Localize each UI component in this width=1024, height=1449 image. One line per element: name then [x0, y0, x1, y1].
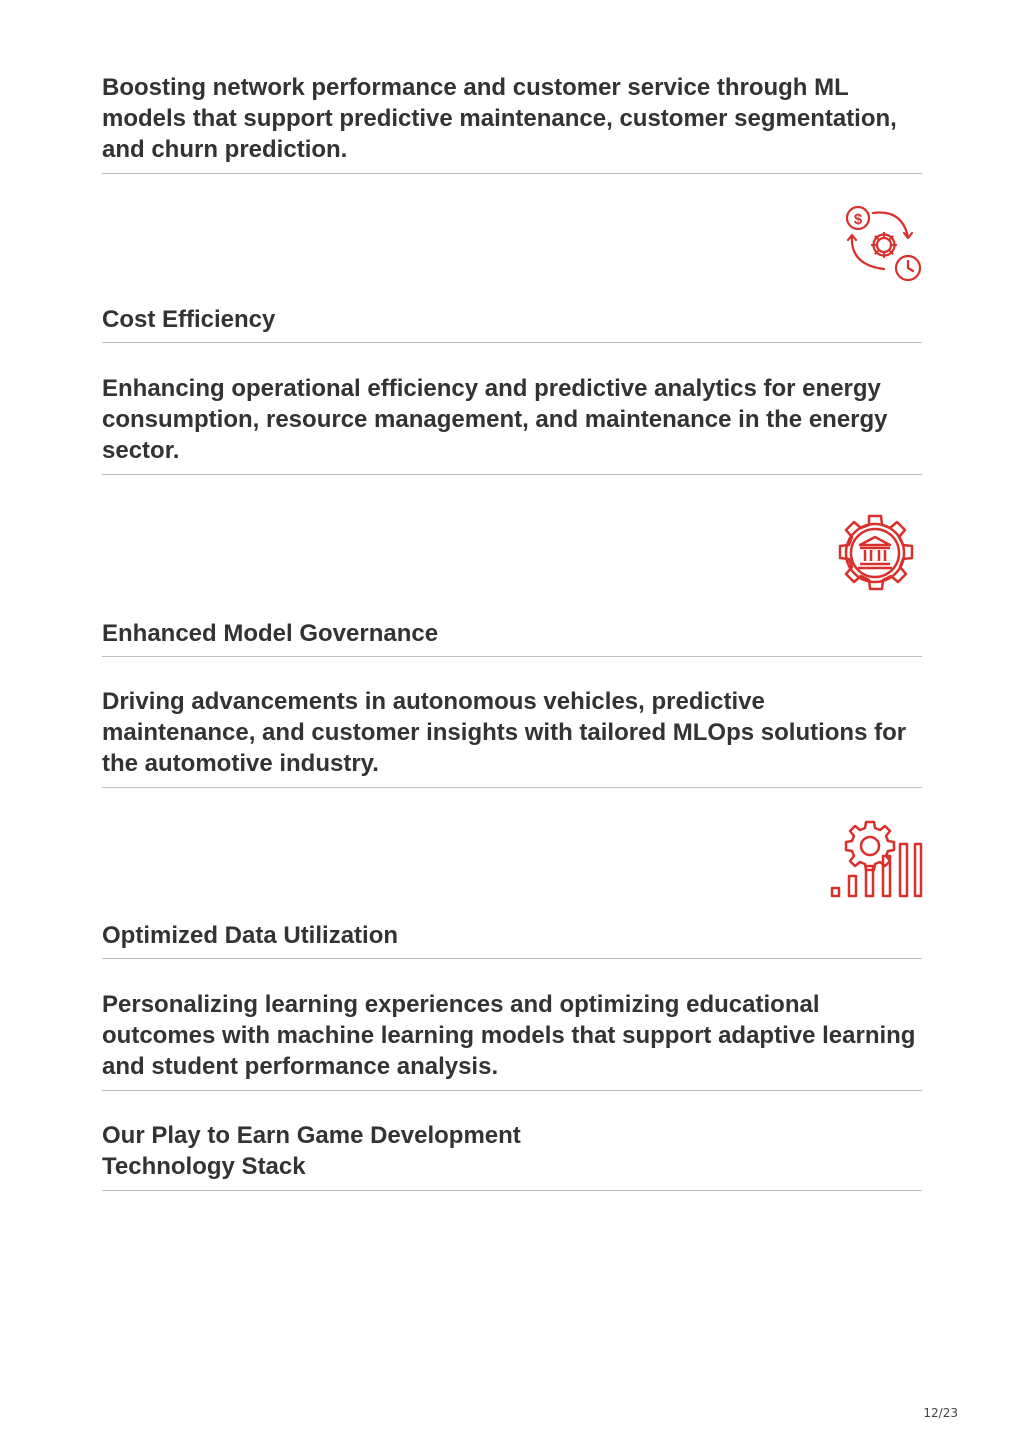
section-paragraph-energy: Enhancing operational efficiency and predictive analytics for energy consumption, resource management, and maintenance in the energy sector.	[102, 375, 888, 464]
intro-block	[102, 72, 922, 174]
section-title-model-governance: Enhanced Model Governance	[102, 620, 439, 647]
section-3-text-block	[102, 989, 922, 1091]
intro-paragraph: Boosting network performance and customer service through ML models that support predictive maintenance, customer segmentation, and churn prediction.	[102, 74, 897, 163]
section-1-text-block	[102, 373, 922, 475]
section-3-heading-block	[102, 920, 922, 959]
stack-title-line-2: Technology Stack	[102, 1153, 306, 1180]
data-utilization-icon	[828, 818, 924, 900]
svg-text:$: $	[853, 211, 863, 228]
section-title-cost-efficiency: Cost Efficiency	[102, 306, 276, 333]
section-paragraph-automotive: Driving advancements in autonomous vehicles, predictive maintenance, and customer insights with tailored MLOps solutions for the automotive industry.	[102, 688, 907, 777]
section-paragraph-education: Personalizing learning experiences and optimizing educational outcomes with machine learning models that support adaptive learning and student performance analysis.	[102, 991, 916, 1080]
governance-gear-icon	[829, 507, 921, 599]
section-2-heading-block	[102, 618, 922, 657]
stack-heading-block	[102, 1120, 922, 1191]
stack-title-line-1: Our Play to Earn Game Development	[102, 1122, 521, 1149]
cost-efficiency-icon	[842, 203, 924, 285]
section-2-text-block	[102, 686, 922, 788]
section-1-heading-block	[102, 304, 922, 343]
page-number: 12/23	[923, 1406, 958, 1420]
section-title-data-utilization: Optimized Data Utilization	[102, 922, 399, 949]
